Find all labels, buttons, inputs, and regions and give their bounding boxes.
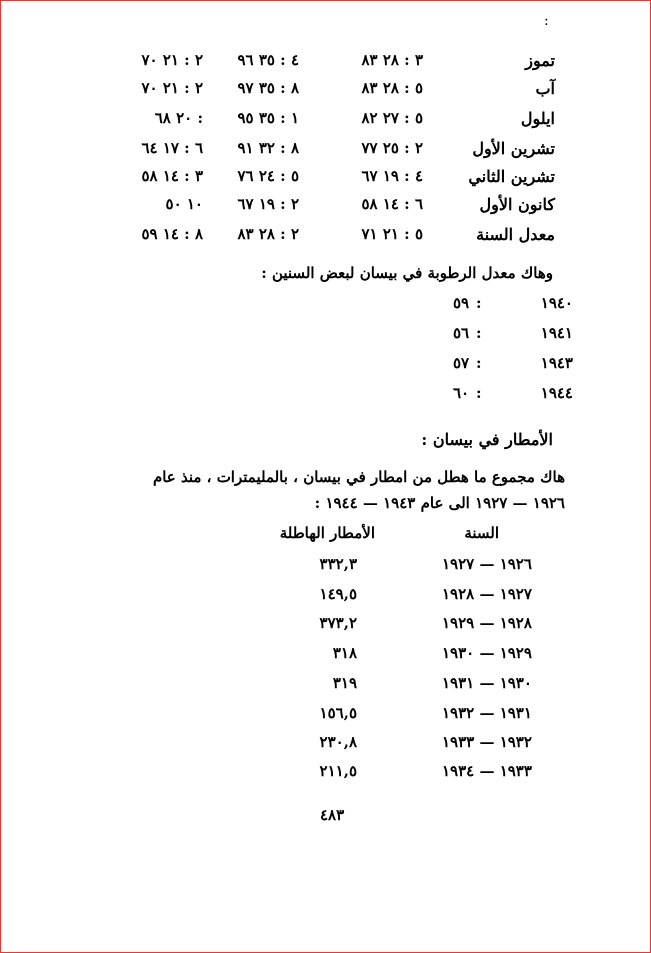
- corner-mark: :: [544, 13, 549, 29]
- amount-cell: ٣١٨: [332, 644, 357, 662]
- rain-paragraph-line1: هاك مجموع ما هطل من امطار في بيسان ، بالمليمترات ، منذ عام: [152, 468, 565, 486]
- humidity-sep: :: [476, 384, 482, 402]
- cell-c3: ٣ : ١٤ ٥٨: [141, 167, 203, 185]
- humidity-value: ٥٧: [453, 354, 470, 372]
- table-row: [0, 192, 651, 218]
- period-cell: ١٩٢٩ — ١٩٣٠: [442, 644, 532, 662]
- period-cell: ١٩٣١ — ١٩٣٢: [442, 704, 532, 722]
- period-cell: ١٩٢٨ — ١٩٢٩: [442, 614, 532, 632]
- table-row: [0, 106, 651, 132]
- cell-c2: ٥ : ٢٤ ٧٦: [237, 167, 299, 185]
- humidity-year: ١٩٤٠: [540, 294, 573, 312]
- cell-c3: : ٢٠ ٦٨: [154, 109, 203, 127]
- table-row: [0, 164, 651, 190]
- column-header-amount: الأمطار الهاطلة: [279, 524, 375, 542]
- cell-c1: ٦ : ١٤ ٥٨: [361, 195, 423, 213]
- period-cell: ١٩٣٣ — ١٩٣٤: [442, 762, 532, 780]
- month-label: تشرين الأول: [472, 139, 555, 158]
- month-label: آب: [535, 79, 555, 98]
- period-cell: ١٩٢٦ — ١٩٢٧: [442, 555, 532, 573]
- humidity-intro: وهاك معدل الرطوبة في بيسان لبعض السنين :: [261, 264, 553, 282]
- amount-cell: ١٥٦,٥: [319, 704, 357, 722]
- table-row: [0, 76, 651, 102]
- cell-c1: ٥ : ٢٨ ٨٣: [361, 79, 423, 97]
- cell-c1: ٥ : ٢١ ٧١: [361, 225, 423, 243]
- amount-cell: ٣٧٣,٢: [319, 614, 357, 632]
- cell-c2: ٢ : ٢٨ ٨٣: [237, 225, 299, 243]
- cell-c3: ٢ : ٢١ ٧٠: [141, 79, 203, 97]
- humidity-value: ٦٠: [453, 384, 470, 402]
- humidity-sep: :: [476, 354, 482, 372]
- humidity-sep: :: [476, 324, 482, 342]
- cell-c1: ٢ : ٢٥ ٧٧: [361, 139, 423, 157]
- cell-c3: ٢ : ٢١ ٧٠: [141, 51, 203, 69]
- humidity-value: ٥٩: [453, 294, 470, 312]
- humidity-year: ١٩٤٣: [540, 354, 573, 372]
- cell-c1: ٤ : ١٩ ٦٧: [361, 167, 423, 185]
- amount-cell: ١٤٩,٥: [319, 585, 357, 603]
- column-header-year: السنة: [464, 524, 499, 542]
- amount-cell: ٣٣٢,٣: [319, 555, 357, 573]
- month-label: كانون الأول: [479, 195, 555, 214]
- cell-c2: ٨ : ٣٢ ٩١: [237, 139, 299, 157]
- period-cell: ١٩٣٢ — ١٩٣٣: [442, 733, 532, 751]
- cell-c3: ٦ : ١٧ ٦٤: [141, 139, 203, 157]
- month-label: ايلول: [520, 109, 555, 128]
- cell-c1: ٣ : ٢٨ ٨٣: [361, 51, 423, 69]
- page-number: ٤٨٣: [320, 806, 345, 824]
- table-row: [0, 136, 651, 162]
- cell-c3: ٨ : ١٤ ٥٩: [141, 225, 203, 243]
- humidity-value: ٥٦: [453, 324, 470, 342]
- cell-c2: ٤ : ٣٥ ٩٦: [237, 51, 299, 69]
- table-row: [0, 48, 651, 74]
- month-label: تموز: [525, 51, 555, 70]
- humidity-sep: :: [476, 294, 482, 312]
- amount-cell: ٢١١,٥: [319, 762, 357, 780]
- cell-c3: ١٠ ٥٠: [165, 195, 203, 213]
- amount-cell: ٢٣٠,٨: [319, 733, 357, 751]
- amount-cell: ٣١٩: [332, 674, 357, 692]
- month-label: تشرين الثاني: [468, 167, 555, 186]
- section-heading: الأمطار في بيسان :: [421, 430, 553, 449]
- humidity-year: ١٩٤١: [540, 324, 573, 342]
- humidity-year: ١٩٤٤: [540, 384, 573, 402]
- cell-c2: ١ : ٣٥ ٩٥: [237, 109, 299, 127]
- period-cell: ١٩٢٧ — ١٩٢٨: [442, 585, 532, 603]
- cell-c2: ٢ : ١٩ ٦٧: [237, 195, 299, 213]
- cell-c2: ٨ : ٣٥ ٩٧: [237, 79, 299, 97]
- period-cell: ١٩٣٠ — ١٩٣١: [442, 674, 532, 692]
- rain-paragraph-line2: ١٩٢٦ — ١٩٢٧ الى عام ١٩٤٣ — ١٩٤٤ :: [314, 494, 565, 512]
- table-row: [0, 222, 651, 248]
- month-label: معدل السنة: [476, 225, 555, 244]
- cell-c1: ٥ : ٢٧ ٨٢: [361, 109, 423, 127]
